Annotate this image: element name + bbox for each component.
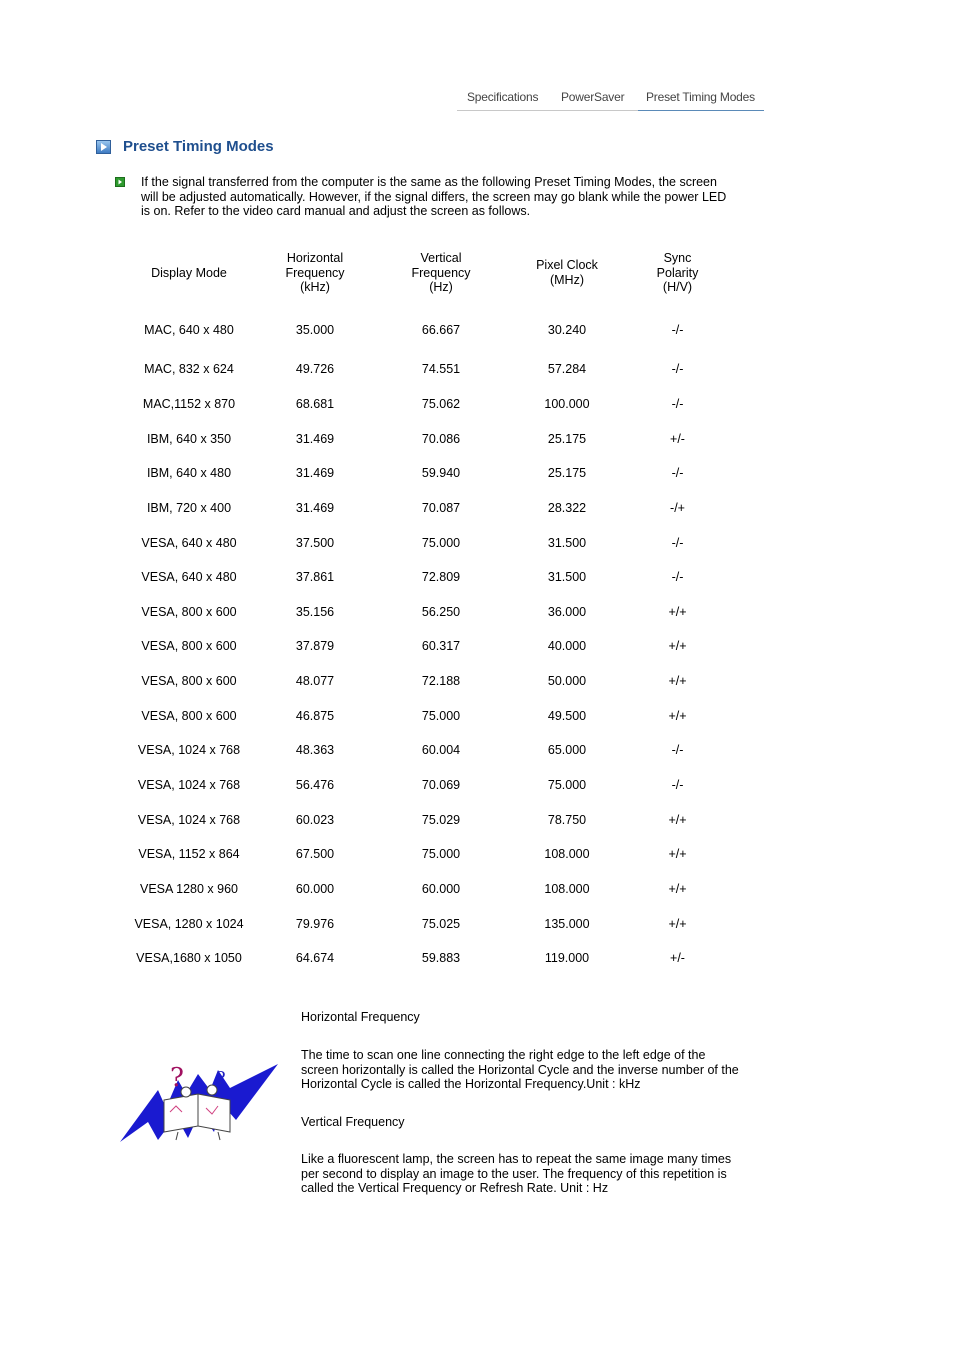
table-cell: VESA, 800 x 600 [141,674,237,689]
table-cell: 75.000 [547,778,587,792]
table-cell: 36.000 [547,604,587,619]
table-cell: +/+ [668,708,687,723]
green-bullet-icon [115,177,125,187]
table-cell: +/+ [668,916,687,931]
table-cell: 48.363 [295,743,335,758]
horizontal-frequency-heading: Horizontal Frequency [301,1010,420,1024]
table-cell: +/- [670,951,685,966]
table-header-cell: Horizontal Frequency (kHz) [285,251,345,295]
table-cell: -/- [671,743,684,758]
table-cell: IBM, 720 x 400 [146,500,232,515]
table-cell: 56.476 [295,778,335,792]
table-cell: -/- [671,396,684,411]
table-cell: 75.062 [421,396,461,411]
horizontal-frequency-text: The time to scan one line connecting the right edge to the left edge of the screen horizontally is called the Horizontal Cycle and the inverse number of the Horizontal Cycle is called the Horizontal Frequency.Unit : kHz [301,1048,739,1092]
page-title: Preset Timing Modes [123,138,274,155]
table-cell: 37.861 [295,570,335,585]
table-cell: 70.069 [421,778,461,792]
tab-bar [457,86,764,111]
table-cell: 60.004 [421,743,461,758]
table-row [126,941,725,976]
table-row [126,733,725,768]
table-cell: 25.175 [547,466,587,481]
table-cell: VESA 1280 x 960 [140,881,238,896]
table-cell: MAC, 640 x 480 [144,322,234,337]
table-cell: MAC, 832 x 624 [144,362,234,377]
table-cell: 79.976 [295,916,335,931]
table-cell: +/- [670,431,685,446]
table-cell: +/+ [668,639,687,654]
vertical-frequency-heading: Vertical Frequency [301,1115,405,1129]
play-arrow-box-icon [96,140,111,154]
table-cell: VESA, 1024 x 768 [137,778,241,792]
table-cell: 75.029 [421,812,461,827]
table-cell: 50.000 [547,674,587,689]
table-cell: 25.175 [547,431,587,446]
table-row [126,594,725,629]
table-cell: -/- [671,778,684,792]
table-cell: 37.500 [295,535,335,550]
table-cell: MAC,1152 x 870 [142,396,236,411]
table-cell: -/- [671,362,684,377]
table-cell: 49.500 [547,708,587,723]
table-row [126,906,725,941]
table-body [126,302,725,976]
table-cell: 75.000 [421,708,461,723]
table-cell: 31.469 [295,431,335,446]
table-row [126,872,725,907]
table-cell: VESA, 1152 x 864 [138,847,240,862]
table-cell: +/+ [668,812,687,827]
table-cell: -/+ [670,500,685,515]
table-header-cell: Sync Polarity (H/V) [656,251,699,295]
tab-specifications[interactable]: Specifications [467,90,539,104]
table-row [126,456,725,491]
table-header-cell: Pixel Clock (MHz) [536,258,598,287]
table-row [126,837,725,872]
tab-powersaver[interactable]: PowerSaver [561,90,625,104]
table-row [126,560,725,595]
table-cell: 70.087 [421,500,461,515]
table-cell: 65.000 [547,743,587,758]
table-cell: +/+ [668,604,687,619]
table-cell: VESA, 1024 x 768 [137,812,241,827]
timing-table [126,244,725,976]
table-cell: 66.667 [421,322,461,337]
table-cell: 108.000 [544,847,590,862]
table-cell: IBM, 640 x 480 [146,466,232,481]
table-row [126,664,725,699]
table-cell: 49.726 [295,362,335,377]
table-row [126,352,725,387]
table-cell: 59.940 [421,466,461,481]
tab-preset-timing-modes[interactable]: Preset Timing Modes [646,90,755,104]
table-row [126,421,725,456]
table-cell: 57.284 [547,362,587,377]
table-cell: 60.000 [421,881,461,896]
table-cell: IBM, 640 x 350 [146,431,232,446]
table-cell: 35.156 [295,604,335,619]
table-cell: VESA, 640 x 480 [141,570,237,585]
table-row [126,387,725,422]
table-cell: 31.469 [295,500,335,515]
table-cell: 74.551 [421,362,461,377]
table-cell: +/+ [668,881,687,896]
table-cell: 100.000 [544,396,590,411]
table-cell: VESA, 800 x 600 [141,639,237,654]
table-cell: -/- [671,570,684,585]
table-cell: 28.322 [547,500,587,515]
table-cell: 72.188 [421,674,461,689]
tab-active-indicator [638,110,764,111]
table-cell: 31.469 [295,466,335,481]
table-row [126,491,725,526]
table-cell: VESA, 800 x 600 [141,604,237,619]
table-header-row [126,244,725,302]
table-cell: 30.240 [547,322,587,337]
table-cell: 75.000 [421,847,461,862]
table-cell: 135.000 [544,916,590,931]
table-cell: VESA, 1280 x 1024 [134,916,244,931]
table-cell: 31.500 [547,535,587,550]
table-cell: 119.000 [544,951,590,966]
table-cell: 67.500 [295,847,335,862]
table-cell: 40.000 [547,639,587,654]
svg-text:?: ? [216,1068,226,1089]
table-cell: VESA, 800 x 600 [141,708,237,723]
table-cell: -/- [671,535,684,550]
table-cell: +/+ [668,674,687,689]
table-cell: 60.023 [295,812,335,827]
table-cell: VESA, 640 x 480 [141,535,237,550]
table-cell: 60.317 [421,639,461,654]
confused-book-character-icon [118,1060,280,1144]
table-row [126,698,725,733]
table-cell: 31.500 [547,570,587,585]
table-cell: 59.883 [421,951,461,966]
table-row [126,302,725,352]
table-cell: 68.681 [295,396,335,411]
table-row [126,768,725,803]
table-cell: VESA,1680 x 1050 [136,951,242,966]
table-cell: 78.750 [547,812,587,827]
table-cell: 46.875 [295,708,335,723]
table-cell: 75.000 [421,535,461,550]
table-cell: -/- [671,322,684,337]
table-cell: -/- [671,466,684,481]
svg-text:?: ? [170,1063,184,1093]
table-cell: 35.000 [295,322,335,337]
table-cell: 56.250 [421,604,461,619]
table-row [126,802,725,837]
table-cell: VESA, 1024 x 768 [137,743,241,758]
table-cell: 70.086 [421,431,461,446]
table-header-cell: Display Mode [151,265,227,280]
table-cell: 108.000 [544,881,590,896]
table-cell: 72.809 [421,570,461,585]
table-cell: +/+ [668,847,687,862]
table-cell: 48.077 [295,674,335,689]
vertical-frequency-text: Like a fluorescent lamp, the screen has to repeat the same image many times per second to display an image to the user. The frequency of this repetition is called the Vertical Frequency or Refresh Rate. Unit : Hz [301,1152,732,1196]
table-cell: 64.674 [295,951,335,966]
table-header-cell: Vertical Frequency (Hz) [411,251,471,295]
table-cell: 37.879 [295,639,335,654]
table-cell: 60.000 [295,881,335,896]
table-row [126,629,725,664]
table-cell: 75.025 [421,916,461,931]
intro-paragraph: If the signal transferred from the computer is the same as the following Preset Timing Modes, the screen will be adjusted automatically. However, if the signal differs, the screen may go blank while the power LED is on. Refer to the video card manual and adjust the screen as follows. [141,175,727,219]
table-row [126,525,725,560]
